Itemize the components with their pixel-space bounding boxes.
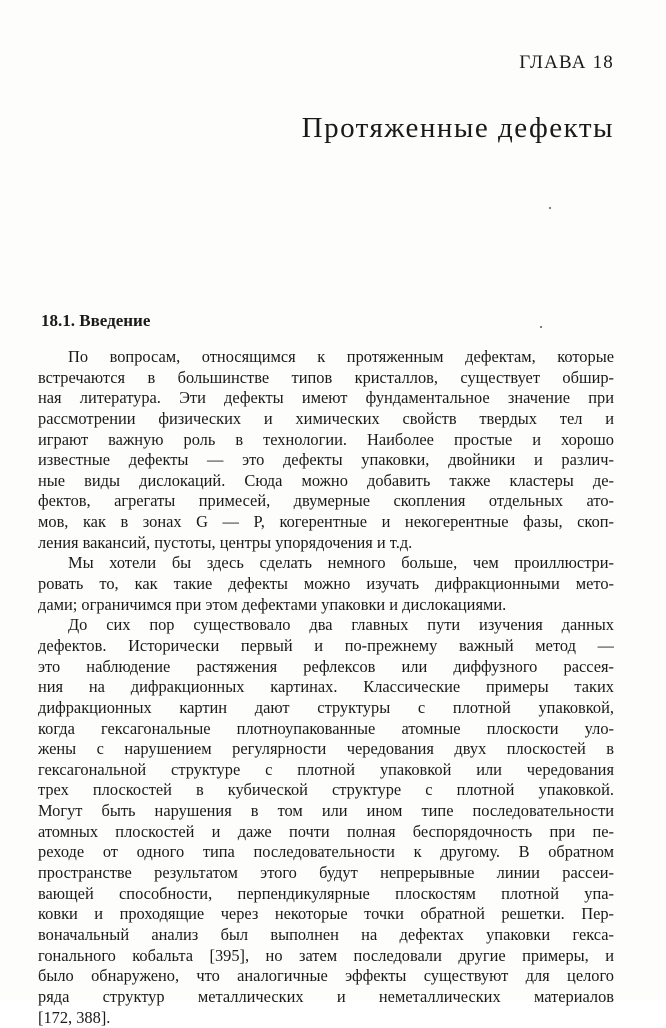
text-line: трех плоскостей в кубической структуре с плотной упаковкой. xyxy=(38,780,614,801)
text-line: ные виды дислокаций. Сюда можно добавить также кластеры де- xyxy=(38,471,614,492)
chapter-label: ГЛАВА 18 xyxy=(519,52,614,74)
text-line: [172, 388]. xyxy=(38,1008,614,1028)
text-line: мов, как в зонах G — P, когерентные и некогерентные фазы, скоп- xyxy=(38,512,614,533)
text-line: До сих пор существовало два главных пути изучения данных xyxy=(38,615,614,636)
text-line: фектов, агрегаты примесей, двумерные скопления отдельных ато- xyxy=(38,491,614,512)
text-line: встречаются в большинстве типов кристаллов, существует обшир- xyxy=(38,368,614,389)
text-line: дефектов. Исторически первый и по-прежнему важный метод — xyxy=(38,636,614,657)
body-text xyxy=(38,347,614,1028)
text-line: было обнаружено, что аналогичные эффекты существуют для целого xyxy=(38,966,614,987)
text-line: играют важную роль в технологии. Наиболее простые и хорошо xyxy=(38,430,614,451)
text-line: вающей способности, перпендикулярные плоскостям плотной упа- xyxy=(38,884,614,905)
section-heading: 18.1. Введение xyxy=(41,311,150,331)
text-line: известные дефекты — это дефекты упаковки, двойники и различ- xyxy=(38,450,614,471)
text-line: атомных плоскостей и даже почти полная беспорядочность при пе- xyxy=(38,822,614,843)
text-line: воначальный анализ был выполнен на дефектах упаковки гекса- xyxy=(38,925,614,946)
text-line: По вопросам, относящимся к протяженным дефектам, которые xyxy=(38,347,614,368)
scan-speck xyxy=(540,326,542,328)
text-line: это наблюдение растяжения рефлексов или диффузного рассея- xyxy=(38,657,614,678)
scan-speck xyxy=(549,207,551,209)
text-line: когда гексагональные плотноупакованные атомные плоскости уло- xyxy=(38,719,614,740)
text-line: рассмотрении физических и химических свойств твердых тел и xyxy=(38,409,614,430)
text-line: дифракционных картин дают структуры с плотной упаковкой, xyxy=(38,698,614,719)
text-line: Мы хотели бы здесь сделать немного больше, чем проиллюстри- xyxy=(38,553,614,574)
text-line: ковки и проходящие через некоторые точки обратной решетки. Пер- xyxy=(38,904,614,925)
text-line: пространстве результатом этого будут непрерывные линии рассеи- xyxy=(38,863,614,884)
text-line: реходе от одного типа последовательности к другому. В обратном xyxy=(38,842,614,863)
text-line: гонального кобальта [395], но затем последовали другие примеры, и xyxy=(38,946,614,967)
text-line: ления вакансий, пустоты, центры упорядочения и т.д. xyxy=(38,533,614,554)
text-line: дами; ограничимся при этом дефектами упаковки и дислокациями. xyxy=(38,595,614,616)
text-line: жены с нарушением регулярности чередования двух плоскостей в xyxy=(38,739,614,760)
chapter-title: Протяженные дефекты xyxy=(302,112,614,145)
text-line: ровать то, как такие дефекты можно изучать дифракционными мето- xyxy=(38,574,614,595)
text-line: ряда структур металлических и неметаллических материалов xyxy=(38,987,614,1008)
text-line: ная литература. Эти дефекты имеют фундаментальное значение при xyxy=(38,388,614,409)
text-line: Могут быть нарушения в том или ином типе последовательности xyxy=(38,801,614,822)
text-line: гексагональной структуре с плотной упаковкой или чередования xyxy=(38,760,614,781)
text-line: ния на дифракционных картинах. Классические примеры таких xyxy=(38,677,614,698)
